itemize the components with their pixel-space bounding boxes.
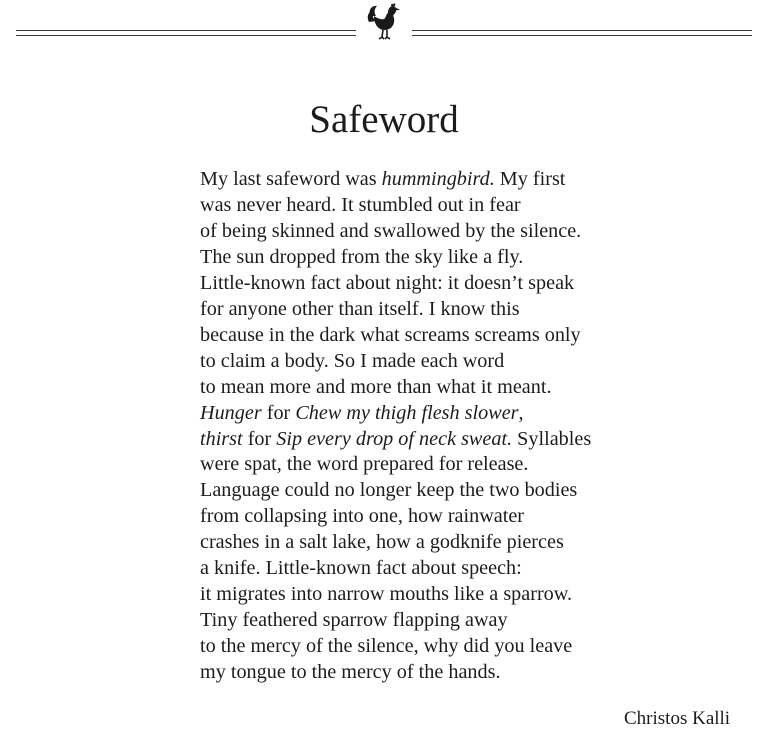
text-segment: The sun dropped from the sky like a fly. — [200, 245, 524, 268]
header-ornament — [0, 0, 768, 60]
poem-line — [200, 660, 740, 686]
poem-title: Safeword — [309, 98, 459, 141]
poem-line — [200, 245, 740, 271]
text-segment: Little-known fact about night: it doesn’t speak — [200, 271, 575, 294]
text-segment: My last safeword was — [200, 168, 382, 190]
poem-line — [200, 452, 740, 478]
italic-segment: hummingbird. — [381, 168, 495, 190]
poem-author: Christos Kalli — [624, 708, 731, 729]
text-segment: were spat, the word prepared for release. — [200, 453, 529, 476]
right-double-rule — [412, 30, 752, 38]
rule-line — [16, 35, 356, 36]
poem-line — [200, 375, 740, 401]
text-segment: because in the dark what screams screams only — [200, 323, 581, 346]
text-segment: it migrates into narrow mouths like a sparrow. — [200, 583, 573, 606]
poem-line — [200, 271, 740, 297]
poem-line — [200, 297, 740, 323]
poem-line — [200, 556, 740, 582]
text-segment: was never heard. It stumbled out in fear — [200, 193, 521, 216]
poem-line — [200, 634, 740, 660]
text-segment: for anyone other than itself. I know this — [200, 297, 520, 320]
italic-segment: Hunger — [200, 401, 262, 424]
rule-line — [412, 35, 752, 36]
text-segment: Tiny feathered sparrow flapping away — [200, 609, 508, 632]
text-segment: for — [261, 401, 296, 424]
poem-line — [200, 323, 740, 349]
poem-line — [200, 167, 740, 193]
poem-line — [200, 401, 740, 427]
text-segment: Language could no longer keep the two bodies — [200, 479, 578, 502]
poem-line — [200, 349, 740, 375]
poem-line — [200, 193, 740, 219]
poem-line — [200, 219, 740, 245]
italic-segment: Sip every drop of neck sweat. — [276, 427, 513, 450]
text-segment: , — [518, 401, 524, 424]
text-segment: a knife. Little-known fact about speech: — [200, 557, 522, 580]
text-segment: Syllables — [512, 427, 592, 450]
poem-line — [200, 582, 740, 608]
poem-line — [200, 427, 740, 453]
poem-line — [200, 478, 740, 504]
text-segment: crashes in a salt lake, how a godknife pierces — [200, 531, 564, 554]
poem-body — [200, 167, 740, 686]
rule-line — [412, 30, 752, 31]
text-segment: my tongue to the mercy of the hands. — [200, 661, 501, 684]
text-segment: for — [242, 427, 277, 450]
left-double-rule — [16, 30, 356, 38]
poem-line — [200, 504, 740, 530]
italic-segment: thirst — [200, 427, 243, 450]
text-segment: to mean more and more than what it meant. — [200, 375, 552, 398]
text-segment: to claim a body. So I made each word — [200, 349, 505, 372]
text-segment: of being skinned and swallowed by the silence. — [200, 219, 582, 242]
italic-segment: Chew my thigh flesh slower — [295, 401, 519, 424]
poem-line — [200, 530, 740, 556]
text-segment: My first — [494, 168, 566, 190]
text-segment: from collapsing into one, how rainwater — [200, 505, 525, 528]
rooster-icon — [364, 2, 404, 42]
poem-line — [200, 608, 740, 634]
text-segment: to the mercy of the silence, why did you leave — [200, 635, 573, 658]
rule-line — [16, 30, 356, 31]
